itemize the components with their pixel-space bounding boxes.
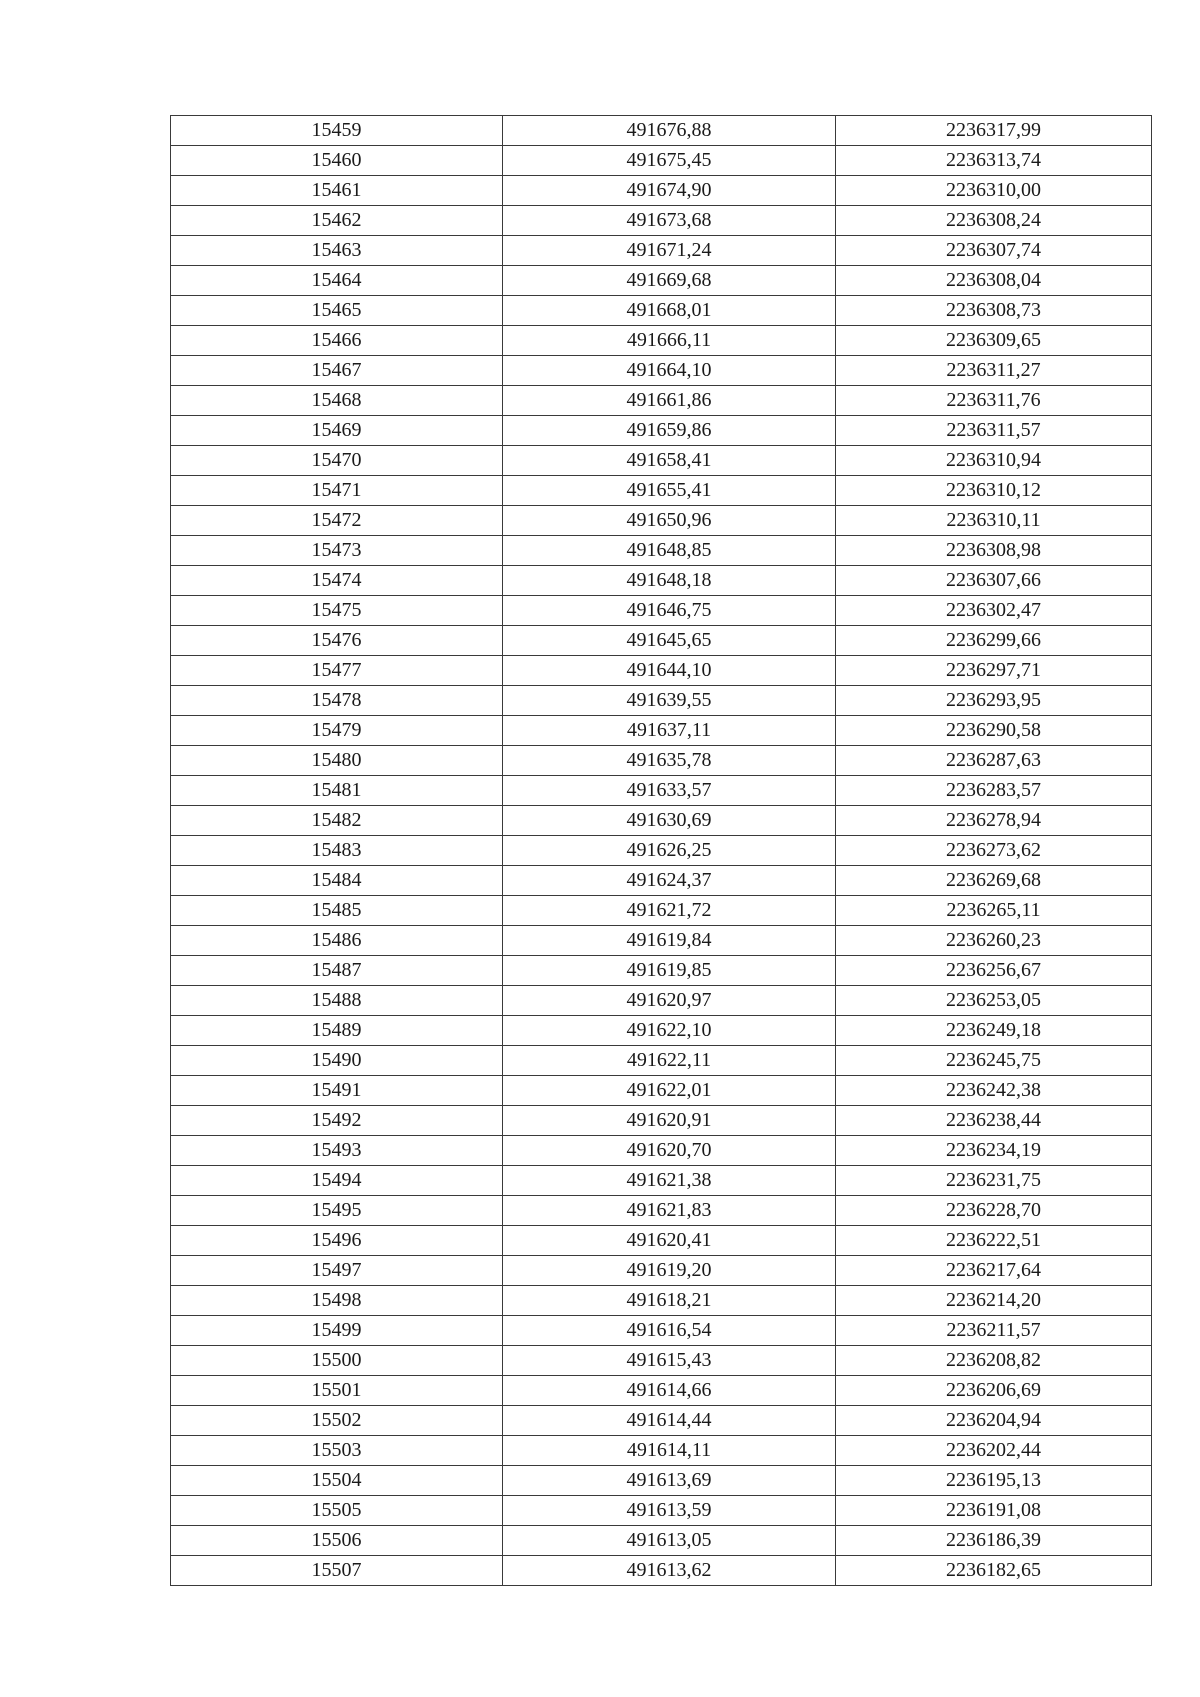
- x-coordinate-cell: 491639,55: [503, 686, 836, 716]
- x-coordinate-cell: 491635,78: [503, 746, 836, 776]
- table-row: [171, 956, 1152, 986]
- x-coordinate-cell: 491616,54: [503, 1316, 836, 1346]
- point-number-cell: 15461: [171, 176, 503, 206]
- point-number-cell: 15462: [171, 206, 503, 236]
- x-coordinate-cell: 491620,70: [503, 1136, 836, 1166]
- table-row: [171, 1406, 1152, 1436]
- point-number-cell: 15470: [171, 446, 503, 476]
- y-coordinate-cell: 2236309,65: [836, 326, 1152, 356]
- y-coordinate-cell: 2236234,19: [836, 1136, 1152, 1166]
- point-number-cell: 15507: [171, 1556, 503, 1586]
- y-coordinate-cell: 2236311,57: [836, 416, 1152, 446]
- table-row: [171, 1316, 1152, 1346]
- table-row: [171, 656, 1152, 686]
- x-coordinate-cell: 491619,85: [503, 956, 836, 986]
- y-coordinate-cell: 2236217,64: [836, 1256, 1152, 1286]
- y-coordinate-cell: 2236317,99: [836, 116, 1152, 146]
- point-number-cell: 15500: [171, 1346, 503, 1376]
- x-coordinate-cell: 491648,18: [503, 566, 836, 596]
- point-number-cell: 15501: [171, 1376, 503, 1406]
- x-coordinate-cell: 491668,01: [503, 296, 836, 326]
- x-coordinate-cell: 491624,37: [503, 866, 836, 896]
- x-coordinate-cell: 491664,10: [503, 356, 836, 386]
- point-number-cell: 15483: [171, 836, 503, 866]
- y-coordinate-cell: 2236242,38: [836, 1076, 1152, 1106]
- x-coordinate-cell: 491646,75: [503, 596, 836, 626]
- table-row: [171, 236, 1152, 266]
- y-coordinate-cell: 2236249,18: [836, 1016, 1152, 1046]
- y-coordinate-cell: 2236311,27: [836, 356, 1152, 386]
- table-row: [171, 716, 1152, 746]
- table-row: [171, 1046, 1152, 1076]
- point-number-cell: 15472: [171, 506, 503, 536]
- x-coordinate-cell: 491620,91: [503, 1106, 836, 1136]
- point-number-cell: 15495: [171, 1196, 503, 1226]
- x-coordinate-cell: 491620,97: [503, 986, 836, 1016]
- point-number-cell: 15469: [171, 416, 503, 446]
- point-number-cell: 15477: [171, 656, 503, 686]
- point-number-cell: 15467: [171, 356, 503, 386]
- point-number-cell: 15496: [171, 1226, 503, 1256]
- table-row: [171, 446, 1152, 476]
- x-coordinate-cell: 491613,62: [503, 1556, 836, 1586]
- table-row: [171, 1226, 1152, 1256]
- x-coordinate-cell: 491659,86: [503, 416, 836, 446]
- point-number-cell: 15499: [171, 1316, 503, 1346]
- y-coordinate-cell: 2236310,94: [836, 446, 1152, 476]
- point-number-cell: 15505: [171, 1496, 503, 1526]
- point-number-cell: 15485: [171, 896, 503, 926]
- point-number-cell: 15506: [171, 1526, 503, 1556]
- y-coordinate-cell: 2236182,65: [836, 1556, 1152, 1586]
- x-coordinate-cell: 491655,41: [503, 476, 836, 506]
- table-row: [171, 536, 1152, 566]
- point-number-cell: 15493: [171, 1136, 503, 1166]
- y-coordinate-cell: 2236253,05: [836, 986, 1152, 1016]
- point-number-cell: 15481: [171, 776, 503, 806]
- y-coordinate-cell: 2236310,12: [836, 476, 1152, 506]
- y-coordinate-cell: 2236308,73: [836, 296, 1152, 326]
- x-coordinate-cell: 491671,24: [503, 236, 836, 266]
- table-row: [171, 206, 1152, 236]
- table-row: [171, 926, 1152, 956]
- x-coordinate-cell: 491645,65: [503, 626, 836, 656]
- table-row: [171, 836, 1152, 866]
- table-row: [171, 806, 1152, 836]
- point-number-cell: 15484: [171, 866, 503, 896]
- point-number-cell: 15463: [171, 236, 503, 266]
- table-row: [171, 356, 1152, 386]
- table-row: [171, 1136, 1152, 1166]
- point-number-cell: 15473: [171, 536, 503, 566]
- point-number-cell: 15482: [171, 806, 503, 836]
- y-coordinate-cell: 2236302,47: [836, 596, 1152, 626]
- x-coordinate-cell: 491613,59: [503, 1496, 836, 1526]
- y-coordinate-cell: 2236228,70: [836, 1196, 1152, 1226]
- table-row: [171, 146, 1152, 176]
- table-row: [171, 116, 1152, 146]
- table-row: [171, 1526, 1152, 1556]
- x-coordinate-cell: 491644,10: [503, 656, 836, 686]
- table-row: [171, 326, 1152, 356]
- table-row: [171, 626, 1152, 656]
- y-coordinate-cell: 2236287,63: [836, 746, 1152, 776]
- x-coordinate-cell: 491622,10: [503, 1016, 836, 1046]
- y-coordinate-cell: 2236307,74: [836, 236, 1152, 266]
- table-row: [171, 866, 1152, 896]
- table-row: [171, 1076, 1152, 1106]
- x-coordinate-cell: 491666,11: [503, 326, 836, 356]
- coordinates-table: [170, 115, 1152, 1586]
- table-row: [171, 1346, 1152, 1376]
- table-row: [171, 1196, 1152, 1226]
- point-number-cell: 15492: [171, 1106, 503, 1136]
- table-row: [171, 1016, 1152, 1046]
- table-row: [171, 1106, 1152, 1136]
- y-coordinate-cell: 2236265,11: [836, 896, 1152, 926]
- point-number-cell: 15497: [171, 1256, 503, 1286]
- table-row: [171, 566, 1152, 596]
- x-coordinate-cell: 491614,44: [503, 1406, 836, 1436]
- table-row: [171, 686, 1152, 716]
- point-number-cell: 15476: [171, 626, 503, 656]
- point-number-cell: 15459: [171, 116, 503, 146]
- x-coordinate-cell: 491648,85: [503, 536, 836, 566]
- point-number-cell: 15487: [171, 956, 503, 986]
- x-coordinate-cell: 491621,38: [503, 1166, 836, 1196]
- y-coordinate-cell: 2236308,24: [836, 206, 1152, 236]
- point-number-cell: 15468: [171, 386, 503, 416]
- y-coordinate-cell: 2236293,95: [836, 686, 1152, 716]
- y-coordinate-cell: 2236245,75: [836, 1046, 1152, 1076]
- table-row: [171, 266, 1152, 296]
- x-coordinate-cell: 491661,86: [503, 386, 836, 416]
- y-coordinate-cell: 2236269,68: [836, 866, 1152, 896]
- table-row: [171, 896, 1152, 926]
- table-row: [171, 1256, 1152, 1286]
- point-number-cell: 15471: [171, 476, 503, 506]
- point-number-cell: 15478: [171, 686, 503, 716]
- point-number-cell: 15498: [171, 1286, 503, 1316]
- x-coordinate-cell: 491613,05: [503, 1526, 836, 1556]
- table-row: [171, 416, 1152, 446]
- point-number-cell: 15490: [171, 1046, 503, 1076]
- table-row: [171, 746, 1152, 776]
- x-coordinate-cell: 491674,90: [503, 176, 836, 206]
- table-row: [171, 296, 1152, 326]
- x-coordinate-cell: 491637,11: [503, 716, 836, 746]
- x-coordinate-cell: 491658,41: [503, 446, 836, 476]
- table-row: [171, 1556, 1152, 1586]
- x-coordinate-cell: 491650,96: [503, 506, 836, 536]
- table-row: [171, 596, 1152, 626]
- y-coordinate-cell: 2236238,44: [836, 1106, 1152, 1136]
- y-coordinate-cell: 2236211,57: [836, 1316, 1152, 1346]
- x-coordinate-cell: 491630,69: [503, 806, 836, 836]
- point-number-cell: 15474: [171, 566, 503, 596]
- x-coordinate-cell: 491614,11: [503, 1436, 836, 1466]
- x-coordinate-cell: 491619,20: [503, 1256, 836, 1286]
- point-number-cell: 15466: [171, 326, 503, 356]
- x-coordinate-cell: 491622,01: [503, 1076, 836, 1106]
- x-coordinate-cell: 491621,72: [503, 896, 836, 926]
- x-coordinate-cell: 491614,66: [503, 1376, 836, 1406]
- y-coordinate-cell: 2236273,62: [836, 836, 1152, 866]
- table-row: [171, 1466, 1152, 1496]
- y-coordinate-cell: 2236310,11: [836, 506, 1152, 536]
- table-row: [171, 1286, 1152, 1316]
- y-coordinate-cell: 2236191,08: [836, 1496, 1152, 1526]
- x-coordinate-cell: 491621,83: [503, 1196, 836, 1226]
- y-coordinate-cell: 2236299,66: [836, 626, 1152, 656]
- x-coordinate-cell: 491673,68: [503, 206, 836, 236]
- y-coordinate-cell: 2236290,58: [836, 716, 1152, 746]
- x-coordinate-cell: 491618,21: [503, 1286, 836, 1316]
- table-row: [171, 776, 1152, 806]
- point-number-cell: 15489: [171, 1016, 503, 1046]
- y-coordinate-cell: 2236256,67: [836, 956, 1152, 986]
- table-row: [171, 176, 1152, 206]
- table-row: [171, 506, 1152, 536]
- table-row: [171, 986, 1152, 1016]
- point-number-cell: 15480: [171, 746, 503, 776]
- x-coordinate-cell: 491669,68: [503, 266, 836, 296]
- point-number-cell: 15479: [171, 716, 503, 746]
- x-coordinate-cell: 491620,41: [503, 1226, 836, 1256]
- y-coordinate-cell: 2236206,69: [836, 1376, 1152, 1406]
- y-coordinate-cell: 2236308,04: [836, 266, 1152, 296]
- point-number-cell: 15502: [171, 1406, 503, 1436]
- table-row: [171, 1376, 1152, 1406]
- y-coordinate-cell: 2236231,75: [836, 1166, 1152, 1196]
- table-row: [171, 1436, 1152, 1466]
- point-number-cell: 15491: [171, 1076, 503, 1106]
- point-number-cell: 15504: [171, 1466, 503, 1496]
- point-number-cell: 15460: [171, 146, 503, 176]
- x-coordinate-cell: 491622,11: [503, 1046, 836, 1076]
- y-coordinate-cell: 2236308,98: [836, 536, 1152, 566]
- point-number-cell: 15503: [171, 1436, 503, 1466]
- y-coordinate-cell: 2236310,00: [836, 176, 1152, 206]
- coordinates-table-body: [171, 116, 1152, 1586]
- y-coordinate-cell: 2236260,23: [836, 926, 1152, 956]
- table-row: [171, 386, 1152, 416]
- point-number-cell: 15488: [171, 986, 503, 1016]
- y-coordinate-cell: 2236283,57: [836, 776, 1152, 806]
- x-coordinate-cell: 491615,43: [503, 1346, 836, 1376]
- table-row: [171, 1496, 1152, 1526]
- x-coordinate-cell: 491633,57: [503, 776, 836, 806]
- y-coordinate-cell: 2236311,76: [836, 386, 1152, 416]
- x-coordinate-cell: 491619,84: [503, 926, 836, 956]
- x-coordinate-cell: 491676,88: [503, 116, 836, 146]
- y-coordinate-cell: 2236313,74: [836, 146, 1152, 176]
- y-coordinate-cell: 2236202,44: [836, 1436, 1152, 1466]
- y-coordinate-cell: 2236222,51: [836, 1226, 1152, 1256]
- table-row: [171, 1166, 1152, 1196]
- y-coordinate-cell: 2236208,82: [836, 1346, 1152, 1376]
- x-coordinate-cell: 491675,45: [503, 146, 836, 176]
- x-coordinate-cell: 491613,69: [503, 1466, 836, 1496]
- point-number-cell: 15465: [171, 296, 503, 326]
- x-coordinate-cell: 491626,25: [503, 836, 836, 866]
- point-number-cell: 15486: [171, 926, 503, 956]
- y-coordinate-cell: 2236297,71: [836, 656, 1152, 686]
- point-number-cell: 15464: [171, 266, 503, 296]
- y-coordinate-cell: 2236195,13: [836, 1466, 1152, 1496]
- y-coordinate-cell: 2236204,94: [836, 1406, 1152, 1436]
- y-coordinate-cell: 2236186,39: [836, 1526, 1152, 1556]
- table-row: [171, 476, 1152, 506]
- y-coordinate-cell: 2236214,20: [836, 1286, 1152, 1316]
- point-number-cell: 15494: [171, 1166, 503, 1196]
- y-coordinate-cell: 2236307,66: [836, 566, 1152, 596]
- y-coordinate-cell: 2236278,94: [836, 806, 1152, 836]
- point-number-cell: 15475: [171, 596, 503, 626]
